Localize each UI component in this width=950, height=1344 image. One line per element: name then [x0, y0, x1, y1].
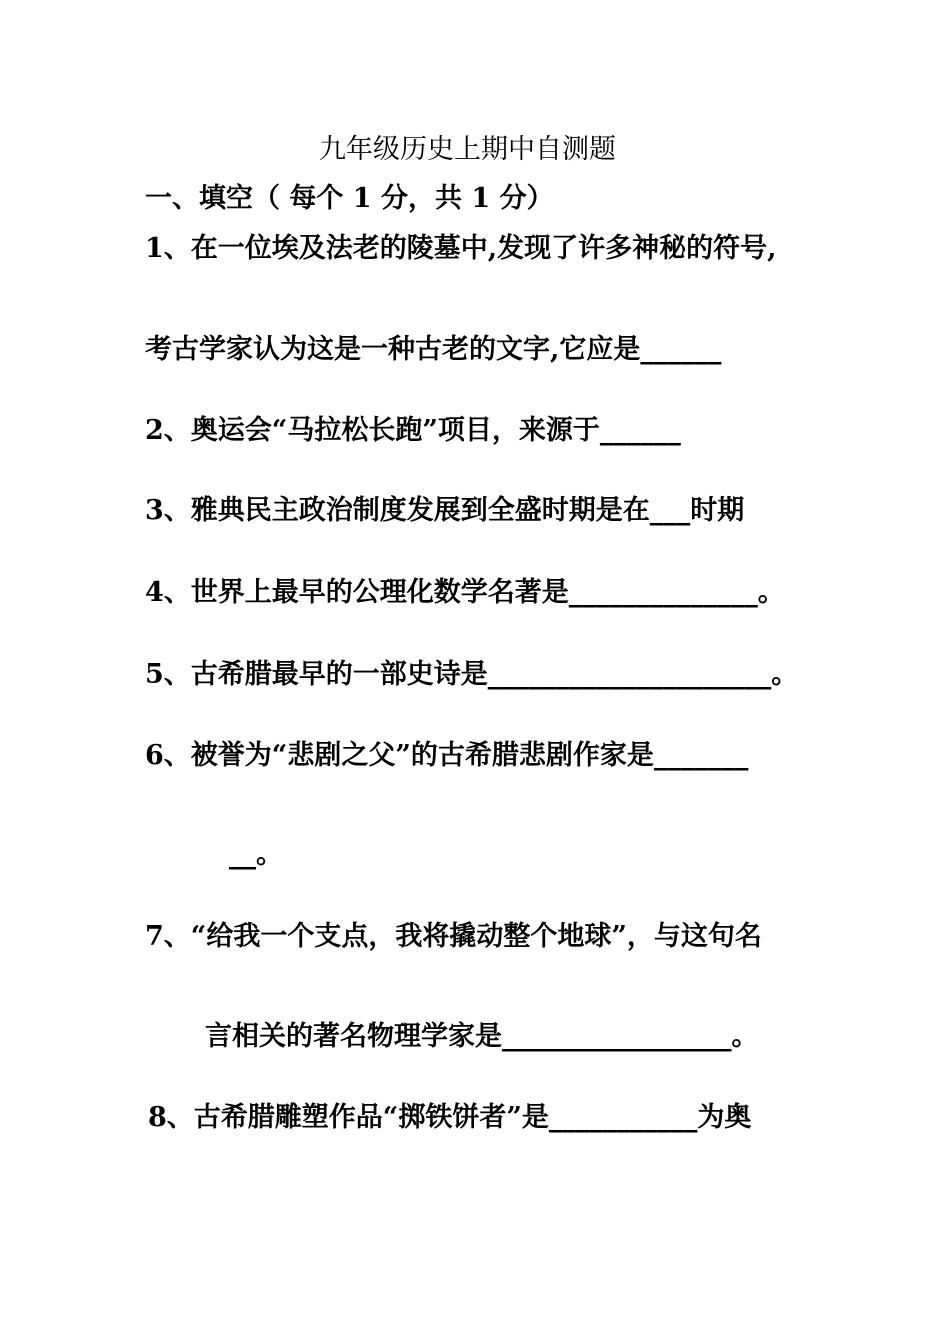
question-line: __。	[229, 839, 283, 870]
question-line: 8、古希腊雕塑作品“掷铁饼者”是___________为奥	[148, 1102, 752, 1133]
question-line: 1、在一位埃及法老的陵墓中,发现了许多神秘的符号,	[145, 233, 777, 264]
section-heading: 一、填空（ 每个 1 分，共 1 分）	[145, 183, 554, 214]
question-line: 考古学家认为这是一种古老的文字,它应是______	[145, 334, 722, 365]
question-line: 2、奥运会“马拉松长跑”项目，来源于______	[145, 415, 681, 446]
question-line: 5、古希腊最早的一部史诗是_____________________。	[145, 659, 799, 690]
page-title: 九年级历史上期中自测题	[319, 134, 616, 165]
question-line: 7、“给我一个支点，我将撬动整个地球”，与这句名	[145, 921, 762, 952]
question-line: 3、雅典民主政治制度发展到全盛时期是在___时期	[145, 495, 745, 526]
question-line: 言相关的著名物理学家是_________________。	[205, 1021, 759, 1052]
question-line: 4、世界上最早的公理化数学名著是______________。	[145, 577, 785, 608]
question-line: 6、被誉为“悲剧之父”的古希腊悲剧作家是_______	[145, 740, 749, 771]
